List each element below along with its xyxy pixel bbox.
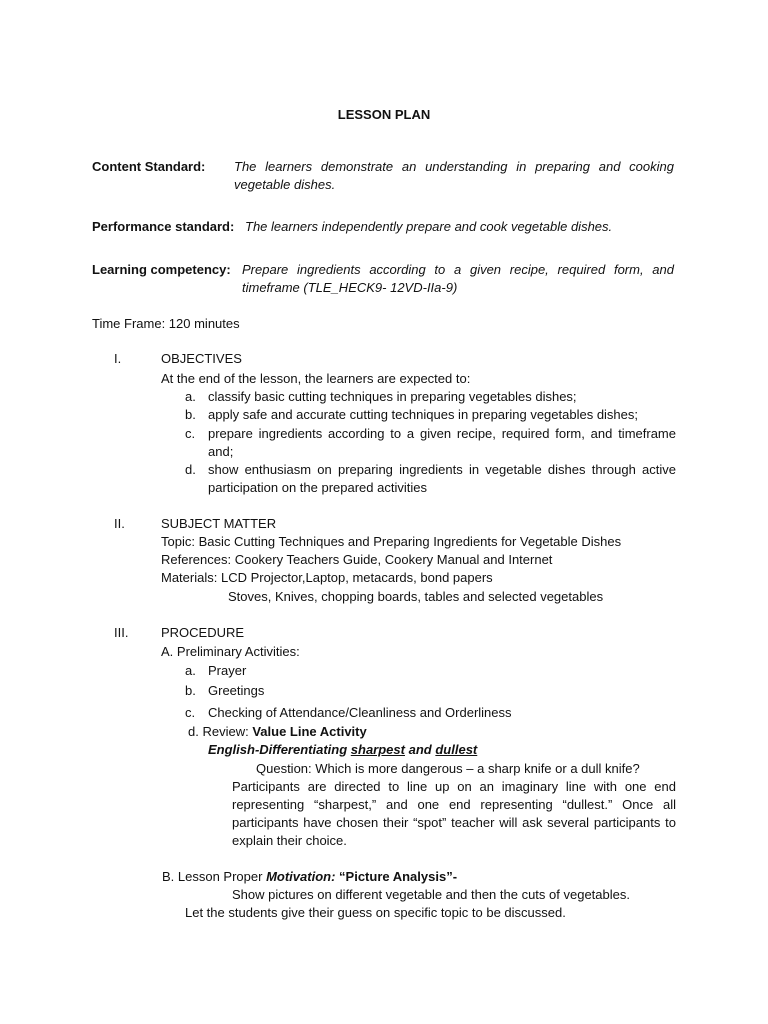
materials-continued: Stoves, Knives, chopping boards, tables and selected vegetables — [228, 589, 604, 604]
references-line: References: Cookery Teachers Guide, Cookery Manual and Internet — [161, 552, 553, 567]
section-numeral: III. — [114, 625, 129, 640]
differentiating-line — [208, 741, 477, 759]
list-item-letter: a. — [185, 389, 196, 404]
instructions-paragraph: Participants are directed to line up on an imaginary line with one end representing “sharpest,” and one end representing “dullest.” Once all participants have chosen their “spot” teacher will ask several participants to explain their choice. — [232, 779, 676, 848]
review-title: Value Line Activity — [252, 724, 367, 739]
list-item: classify basic cutting techniques in preparing vegetables dishes; — [208, 389, 577, 404]
review-line — [188, 723, 367, 741]
lesson-proper-line — [162, 868, 457, 886]
list-item: prepare ingredients according to a given recipe, required form, and timeframe and; — [208, 426, 676, 459]
list-item-letter: a. — [185, 663, 196, 678]
list-item: Prayer — [208, 663, 247, 678]
motivation-label: Motivation: — [266, 869, 336, 884]
list-item: show enthusiasm on preparing ingredients in vegetable dishes through active participation on the prepared activities — [208, 462, 676, 495]
performance-standard-label: Performance standard: — [92, 219, 235, 234]
list-item: Checking of Attendance/Cleanliness and Orderliness — [208, 705, 512, 720]
and-word: and — [408, 742, 432, 757]
section-heading: PROCEDURE — [161, 625, 245, 640]
differentiating-prefix: English-Differentiating — [208, 742, 348, 757]
question-line: Question: Which is more dangerous – a sharp knife or a dull knife? — [256, 761, 640, 776]
section-heading: OBJECTIVES — [161, 351, 242, 366]
review-prefix: d. Review: — [188, 724, 249, 739]
preliminary-heading: A. Preliminary Activities: — [161, 644, 300, 659]
performance-standard-text: The learners independently prepare and cook vegetable dishes. — [245, 219, 613, 234]
section-heading: SUBJECT MATTER — [161, 516, 277, 531]
show-pictures-line: Show pictures on different vegetable and then the cuts of vegetables. — [232, 887, 630, 902]
list-item-letter: c. — [185, 705, 196, 720]
sharpest-word: sharpest — [350, 742, 405, 757]
let-students-line: Let the students give their guess on specific topic to be discussed. — [185, 905, 566, 920]
page-title: LESSON PLAN — [337, 107, 431, 122]
section-numeral: I. — [114, 351, 122, 366]
materials-line: Materials: LCD Projector,Laptop, metacards, bond papers — [161, 570, 493, 585]
list-item-letter: b. — [185, 407, 196, 422]
time-frame: Time Frame: 120 minutes — [92, 316, 240, 331]
list-item-letter: d. — [185, 462, 196, 477]
list-item: apply safe and accurate cutting techniques in preparing vegetables dishes; — [208, 407, 639, 422]
list-item: Greetings — [208, 683, 265, 698]
dullest-word: dullest — [435, 742, 478, 757]
objectives-intro: At the end of the lesson, the learners are expected to: — [161, 371, 471, 386]
learning-competency-label: Learning competency: — [92, 262, 231, 277]
topic-line: Topic: Basic Cutting Techniques and Preparing Ingredients for Vegetable Dishes — [161, 534, 622, 549]
lesson-proper-prefix: B. Lesson Proper — [162, 869, 263, 884]
section-numeral: II. — [114, 516, 125, 531]
content-standard-text: The learners demonstrate an understanding in preparing and cooking vegetable dishes. — [234, 159, 674, 192]
learning-competency-text: Prepare ingredients according to a given recipe, required form, and timeframe (TLE_HECK9- 12VD-IIa-9) — [242, 262, 674, 295]
list-item-letter: c. — [185, 426, 196, 441]
motivation-title: “Picture Analysis”- — [339, 869, 458, 884]
content-standard-label: Content Standard: — [92, 159, 206, 174]
list-item-letter: b. — [185, 683, 196, 698]
